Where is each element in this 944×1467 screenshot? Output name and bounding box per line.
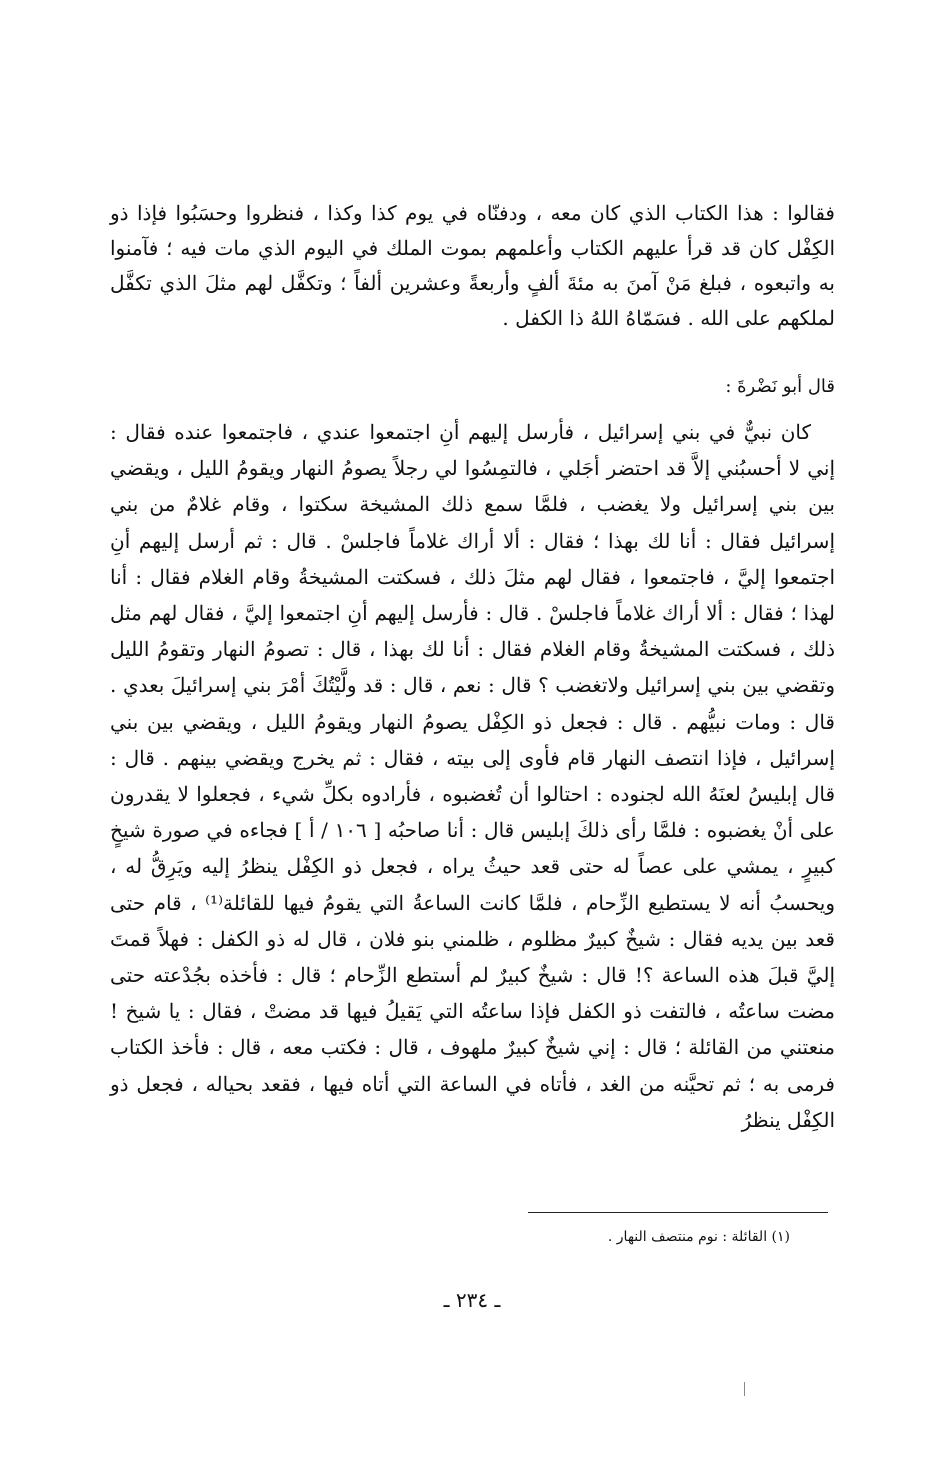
scan-artifact (744, 1382, 745, 1396)
paragraph-text: كان نبيٌّ في بني إسرائيل ، فأرسل إليهم أنِ اجتمعوا عندي ، فاجتمعوا عنده فقال : إني لا أحسبُني إلاَّ قد احتضر أجَلي ، فالتمِسُوا لي رجلاً يصومُ النهار ويقومُ الليل ، ويقضي بين بني إسرائيل ولا يغضب ، فلمَّا سمع ذلك المشيخة سكتوا ، وقام غلامٌ من بني إسرائيل فقال : أنا لك بهذا ؛ فقال : ألا أراك غلاماً فاجلسْ . قال : ثم أرسل إليهم أنِ اجتمعوا إليَّ ، فاجتمعوا ، فقال لهم مثلَ ذلك ، فسكتت المشيخةُ وقام الغلام فقال : أنا لهذا ؛ فقال : ألا أراك غلاماً فاجلسْ . قال : فأرسل إليهم أنِ اجتمعوا إليَّ ، فقال لهم مثل ذلك ، فسكتت المشيخةُ وقام الغلام فقال : أنا لك بهذا ، قال : تصومُ النهار وتقومُ الليل وتقضي بين بني إسرائيل ولاتغضب ؟ قال : نعم ، قال : قد ولَّيْتُكَ أمْرَ بني إسرائيلَ بعدي . قال : ومات نبيُّهم . قال : فجعل ذو الكِفْل يصومُ النهار ويقومُ الليل ، ويقضي بين بني إسرائيل ، فإذا انتصف النهار قام فأوى إلى بيته ، فقال : ثم يخرج ويقضي بينهم . قال : قال إبليسُ لعنَهُ الله لجنوده : احتالوا أن تُغضبوه ، فأرادوه بكلِّ شيء ، فجعلوا لا يقدرون على أنْ يغضبوه : فلمَّا رأى ذلكَ إبليس قال : أنا صاحبُه [ ١٠٦ / أ ] فجاءه في صورة شيخٍ كبيرٍ ، يمشي على عصاً له حتى قعد حيثُ يراه ، فجعل ذو الكِفْل ينظرُ إليه ويَرِقُّ له ، ويحسبُ أنه لا يستطيع الزِّحام ، فلمَّا كانت الساعةُ التي يقومُ فيها للقائلة⁽¹⁾ ، قام حتى قعد بين يديه فقال : شيخٌ كبيرٌ مظلوم ، ظلمني بنو فلان ، قال له ذو الكفل : فهلاً قمتَ إليَّ قبلَ هذه الساعة ؟! قال : شيخٌ كبيرٌ لم أستطع الزِّحام ؛ قال : فأخذه بجُدْعته حتى مضت ساعتُه ، فالتفت ذو الكفل فإذا ساعتُه التي يَقيلُ فيها قد مضتْ ، فقال : يا شيخ ! منعتني من القائلة ؛ قال : إني شيخٌ كبيرٌ ملهوف ، قال : فكتب معه ، قال : فأخذ الكتاب فرمى به ؛ ثم تحيَّنه من الغد ، فأتاه في الساعة التي أتاه فيها ، فقعد بحياله ، فجعل ذو الكِفْل ينظرُ (110, 420, 836, 1132)
section-heading: قال أبو نَضْرةَ : (725, 376, 835, 397)
paragraph-opening (110, 196, 835, 336)
footnote: (١) القائلة : نوم منتصف النهار . (607, 1229, 790, 1245)
paragraph-main (110, 414, 835, 1138)
paragraph-text: فقالوا : هذا الكتاب الذي كان معه ، ودفنّاه في يوم كذا وكذا ، فنظروا وحسَبُوا فإذا ذو الكِفْل كان قد قرأ عليهم الكتاب وأعلمهم بموت الملك في اليوم الذي مات فيه ؛ فآمنوا به واتبعوه ، فبلغ مَنْ آمنَ به مئةَ ألفٍ وأربعةً وعشرين ألفاً ؛ وتكفَّل لهم مثلَ الذي تكفَّل لملكهم على الله . فسَمّاهُ اللهُ ذا الكفل . (110, 201, 835, 330)
page-number: ـ ٢٣٤ ـ (443, 1288, 501, 1312)
footnote-divider (528, 1212, 828, 1213)
